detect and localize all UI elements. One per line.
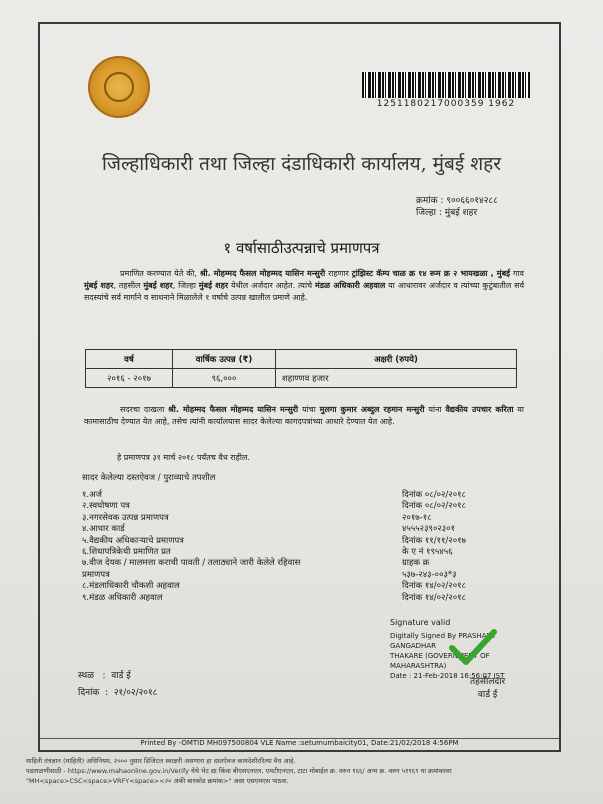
date-label: दिनांक — [78, 688, 100, 698]
list-item — [82, 547, 522, 558]
district-line: जिल्हा : मुंबई शहर — [416, 208, 478, 218]
doc-name: ४.आधार कार्ड — [82, 524, 125, 535]
signature-check-icon — [448, 628, 498, 668]
signature-valid-label: Signature valid — [390, 618, 451, 627]
signature-line-1: Digitally Signed By PRASHANT GANGADHAR — [390, 632, 497, 650]
doc-detail: के ए नं १९५४५६ — [402, 547, 453, 558]
para1-rest2: , तहसील — [113, 281, 144, 290]
para1-rest1: गाव — [510, 269, 525, 278]
doc-detail: दिनांक ०८/०२/२०१८ — [402, 490, 466, 500]
place-date-block — [78, 668, 157, 702]
list-item — [82, 490, 522, 501]
footnote-line-3: "MH<space>CSC<space>VRFY<space><२० अंकी बारकोड क्रमांक>" असा एसएमएस पाठवा. — [26, 777, 289, 785]
header-annual-income: वार्षिक उत्पन्न (₹) — [173, 350, 276, 369]
signature-line-4: Date : 21-Feb-2018 16:56:07 IST — [390, 672, 505, 680]
footnote-line-2: पडताळणीसाठी - https://www.mahaonline.gov.in/Verify येथे भेट द्या किंवा बीएसएनएल, एमटीएनएल, टाटा मोबाईल क्र. वरुन १६६/ अन्य क्र. वरुन ५१९६९ या क्रमांकावर — [26, 767, 452, 775]
applicant-name: श्री. मोहम्मद फैसल मोहम्मद यासिन मन्सुरी — [199, 269, 326, 278]
barcode — [362, 72, 530, 98]
para2-mid: यांचा — [298, 405, 320, 414]
doc-detail: दिनांक ०८/०२/२०१८ — [402, 501, 466, 512]
doc-detail: ग्राहक क्र — [402, 558, 430, 569]
para1-rest5: या आधारावर अर्जदार व त्यांच्या कुटुंबातील सर्व सदस्यांचे सर्व मार्गाने व साधनाने मिळालेले १ वर्षाचे उत्पन्न खालील प्रमाणे आहे. — [84, 281, 525, 302]
place-label: स्थळ — [78, 671, 94, 681]
list-item — [82, 513, 522, 524]
list-item — [82, 501, 522, 512]
list-item — [82, 581, 522, 592]
tahsil: मुंबई शहर — [143, 281, 173, 290]
certificate-title: १ वर्षासाठीउत्पन्नाचे प्रमाणपत्र — [223, 239, 380, 257]
para2-pre: सदरचा दाखला — [120, 405, 169, 414]
signature-line-2: THAKARE (GOVERNMENT OF — [390, 652, 490, 660]
para1-pre: प्रमाणित करण्यात येते की, — [120, 269, 200, 278]
doc-name: ९.मंडळ अधिकारी अहवाल — [82, 592, 163, 603]
doc-detail: ५३७-२४३-००३*३ — [402, 569, 457, 580]
applicant-address: ट्रांझिस्ट कॅम्प चाळ क्र १४ रूम क्र २ भायखळा , मुंबई — [351, 269, 511, 278]
reference-number: क्रमांक : ९००६६०१४२८८ — [416, 196, 498, 206]
doc-detail: दिनांक ११/११/२०१७ — [402, 535, 466, 546]
doc-name: ६.शिधापत्रिकेची प्रमाणित प्रत — [82, 547, 171, 558]
para2-rest: या कामासाठीच देण्यात येत आहे, तसेच त्यांनी कार्यालयास सादर केलेल्या कागदपत्रांच्या आधारे देण्यात येत आहे. — [84, 405, 525, 426]
doc-name: ७.वीज देयक / मालमत्ता कराची पावती / तलाठ्याने जारी केलेले रहिवास — [82, 558, 301, 569]
income-table-header — [86, 350, 517, 369]
place-row: स्थळ : वार्ड ई — [78, 671, 131, 681]
footnote-line-1: माहिती तंत्रज्ञान (माहिती) अधिनियम, २००० नुसार डिजिटल स्वाक्षरी असणारा हा दस्तऐवज कायदेशीररित्या वैध आहे. — [26, 757, 296, 765]
documents-title: सादर केलेल्या दस्तऐवज / पुराव्याचे तपशील — [82, 473, 216, 483]
officer-block — [470, 676, 505, 702]
table-row — [86, 369, 517, 388]
list-item — [82, 570, 522, 581]
beneficiary: मुलगा कुमार अब्दुल रहमान मन्सुरी — [319, 405, 425, 414]
para1-mid: राहणार — [325, 269, 352, 278]
doc-name: २.स्वघोषणा पत्र — [82, 501, 130, 512]
printed-by-line: Printed By -OMTID MH097500804 VLE Name :setumumbaicity01, Date:21/02/2018 4:56PM — [40, 738, 559, 751]
income-table — [85, 349, 517, 388]
purpose-paragraph — [84, 404, 524, 428]
doc-detail: २०१७-१८ — [402, 512, 432, 523]
validity-line: हे प्रमाणपत्र ३१ मार्च २०१८ पर्यंतच वैध राहील. — [117, 453, 250, 462]
doc-detail: दिनांक १४/०२/२०१८ — [402, 592, 466, 603]
cell-words: शहाण्णव हजार — [276, 369, 517, 388]
list-item — [82, 536, 522, 547]
doc-name: १.अर्ज — [82, 490, 102, 500]
officer-title: तहसीलदार — [470, 677, 506, 687]
para1-rest3: , जिल्हा — [172, 281, 199, 290]
office-title: जिल्हाधिकारी तथा जिल्हा दंडाधिकारी कार्यालय, मुंबई शहर — [101, 153, 502, 175]
place-value: वार्ड ई — [111, 671, 131, 681]
barcode-number: 1251180217000359 1962 — [376, 99, 516, 109]
doc-name: ८.मंडलाधिकारी चौकशी अहवाल — [82, 581, 180, 592]
government-seal-icon — [88, 56, 150, 118]
officer-ward: वार्ड ई — [477, 690, 498, 700]
district: मुंबई शहर — [198, 281, 229, 290]
certification-paragraph — [84, 268, 524, 304]
list-item — [82, 558, 522, 569]
list-item — [82, 593, 522, 604]
list-item — [82, 524, 522, 535]
purpose: वैद्यकीय उपचार करिता — [445, 405, 514, 414]
date-row: दिनांक : २१/०२/२०१८ — [78, 688, 158, 698]
village: मुंबई शहर — [84, 281, 114, 290]
report-type: मंडळ अधिकारी अहवाल — [314, 281, 386, 290]
doc-detail: दिनांक १४/०२/२०१८ — [402, 581, 466, 592]
verification-footnote — [26, 756, 586, 786]
cell-income: ९६,००० — [173, 369, 276, 388]
para2-mid2: यांना — [424, 405, 446, 414]
doc-name: ३.नगरसेवक उत्पन्न प्रमाणपत्र — [82, 512, 169, 523]
cell-year: २०१६ - २०१७ — [86, 369, 173, 388]
doc-detail: ४५५५२३९०२३०१ — [402, 524, 456, 535]
signature-line-3: MAHARASHTRA) — [390, 662, 447, 670]
doc-name: प्रमाणपत्र — [82, 569, 110, 580]
doc-name: ५.वैद्यकीय अधिकाऱ्याचे प्रमाणपत्र — [82, 535, 184, 546]
para1-rest4: येथील अर्जदार आहेत. त्यांचे — [228, 281, 315, 290]
holder-name: श्री. मोहम्मद फैसल मोहम्मद यासिन मन्सुरी — [168, 405, 299, 414]
documents-list — [82, 490, 522, 604]
header-in-words: अक्षरी (रुपये) — [276, 350, 517, 369]
header-year: वर्ष — [86, 350, 173, 369]
reference-block — [416, 195, 498, 219]
date-value: २१/०२/२०१८ — [113, 688, 158, 698]
